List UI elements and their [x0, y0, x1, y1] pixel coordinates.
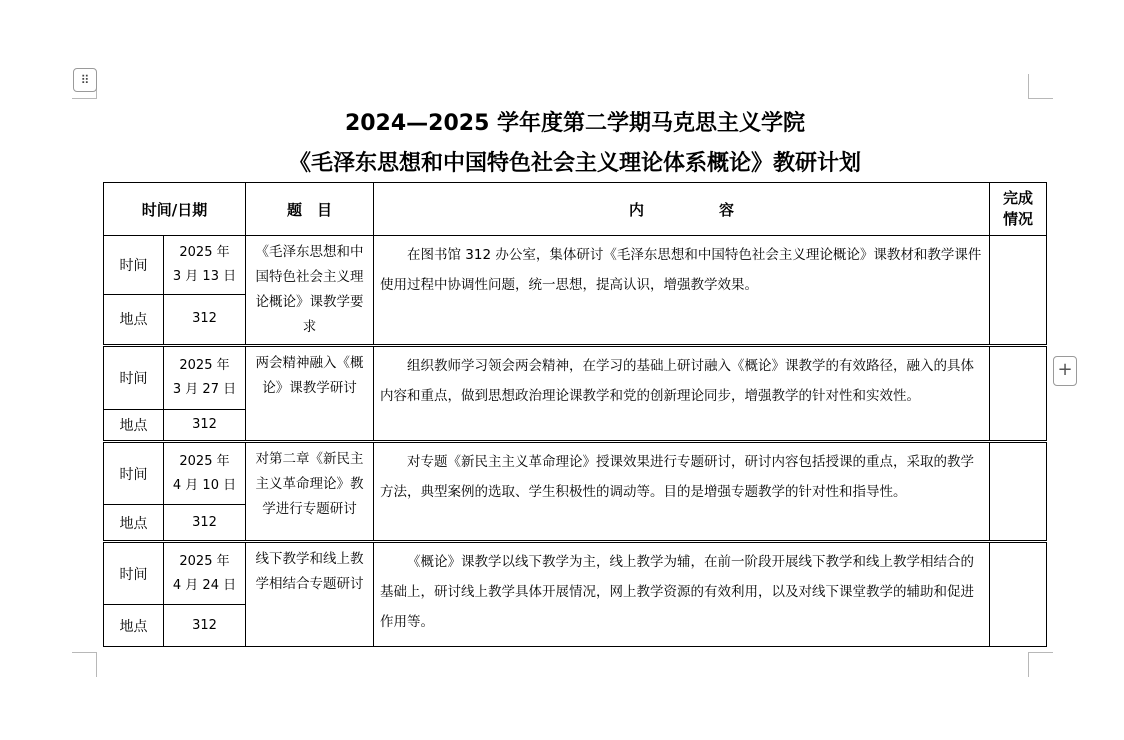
place-label: 地点: [104, 410, 164, 442]
crop-mark-bottom-left: [72, 652, 97, 677]
table-row: [104, 346, 1047, 410]
place-label: 地点: [104, 605, 164, 647]
date-cell[interactable]: [164, 442, 246, 505]
date-day: 3 月 13 日: [172, 268, 237, 284]
time-label: 时间: [104, 442, 164, 505]
topic-cell[interactable]: 对第二章《新民主主义革命理论》教学进行专题研讨: [246, 442, 374, 542]
document-title-line2: 《毛泽东思想和中国特色社会主义理论体系概论》教研计划: [288, 150, 861, 176]
date-year: 2025 年: [179, 553, 230, 569]
place-cell[interactable]: 312: [164, 605, 246, 647]
place-label: 地点: [104, 505, 164, 542]
time-label: 时间: [104, 346, 164, 410]
status-cell[interactable]: [990, 542, 1047, 647]
date-day: 4 月 10 日: [172, 477, 237, 493]
date-cell[interactable]: [164, 346, 246, 410]
header-content: 内 容: [374, 183, 990, 236]
date-year: 2025 年: [179, 244, 230, 260]
content-cell[interactable]: 对专题《新民主主义革命理论》授课效果进行专题研讨，研讨内容包括授课的重点，采取的教学方法，典型案例的选取、学生积极性的调动等。目的是增强专题教学的针对性和指导性。: [374, 442, 990, 542]
date-year: 2025 年: [179, 358, 230, 373]
table-header-row: [104, 183, 1047, 236]
date-cell[interactable]: [164, 236, 246, 295]
table-row: [104, 442, 1047, 505]
status-cell[interactable]: [990, 442, 1047, 542]
add-row-button[interactable]: +: [1053, 356, 1077, 386]
status-cell[interactable]: [990, 236, 1047, 346]
content-cell[interactable]: 《概论》课教学以线下教学为主，线上教学为辅，在前一阶段开展线下教学和线上教学相结合的基础上，研讨线上教学具体开展情况，网上教学资源的有效利用，以及对线下课堂教学的辅助和促进作用等。: [374, 542, 990, 647]
header-datetime: 时间/日期: [104, 183, 246, 236]
header-status: 完成情况: [990, 183, 1047, 236]
status-cell[interactable]: [990, 346, 1047, 442]
place-label: 地点: [104, 294, 164, 345]
document-title-line1: 2024—2025 学年度第二学期马克思主义学院: [344, 111, 806, 136]
time-label: 时间: [104, 542, 164, 605]
date-cell[interactable]: [164, 542, 246, 605]
table-move-handle-icon[interactable]: ⠿: [73, 68, 97, 92]
topic-cell[interactable]: 两会精神融入《概论》课教学研讨: [246, 346, 374, 442]
date-year: 2025 年: [179, 453, 230, 469]
topic-cell[interactable]: 《毛泽东思想和中国特色社会主义理论概论》课教学要求: [246, 236, 374, 346]
table-row: [104, 236, 1047, 295]
plan-table: [103, 182, 1047, 647]
time-label: 时间: [104, 236, 164, 295]
place-cell[interactable]: 312: [164, 294, 246, 345]
crop-mark-bottom-right: [1028, 652, 1053, 677]
table-row: [104, 542, 1047, 605]
crop-mark-top-right: [1028, 74, 1053, 99]
place-cell[interactable]: 312: [164, 410, 246, 442]
place-cell[interactable]: 312: [164, 505, 246, 542]
date-day: 4 月 24 日: [172, 577, 237, 593]
content-cell[interactable]: 组织教师学习领会两会精神，在学习的基础上研讨融入《概论》课教学的有效路径，融入的具体内容和重点，做到思想政治理论课教学和党的创新理论同步，增强教学的针对性和实效性。: [374, 346, 990, 442]
content-cell[interactable]: 在图书馆 312 办公室，集体研讨《毛泽东思想和中国特色社会主义理论概论》课教材和教学课件使用过程中协调性问题，统一思想，提高认识，增强教学效果。: [374, 236, 990, 346]
date-day: 3 月 27 日: [172, 382, 237, 397]
header-topic: 题 目: [246, 183, 374, 236]
topic-cell[interactable]: 线下教学和线上教学相结合专题研讨: [246, 542, 374, 647]
